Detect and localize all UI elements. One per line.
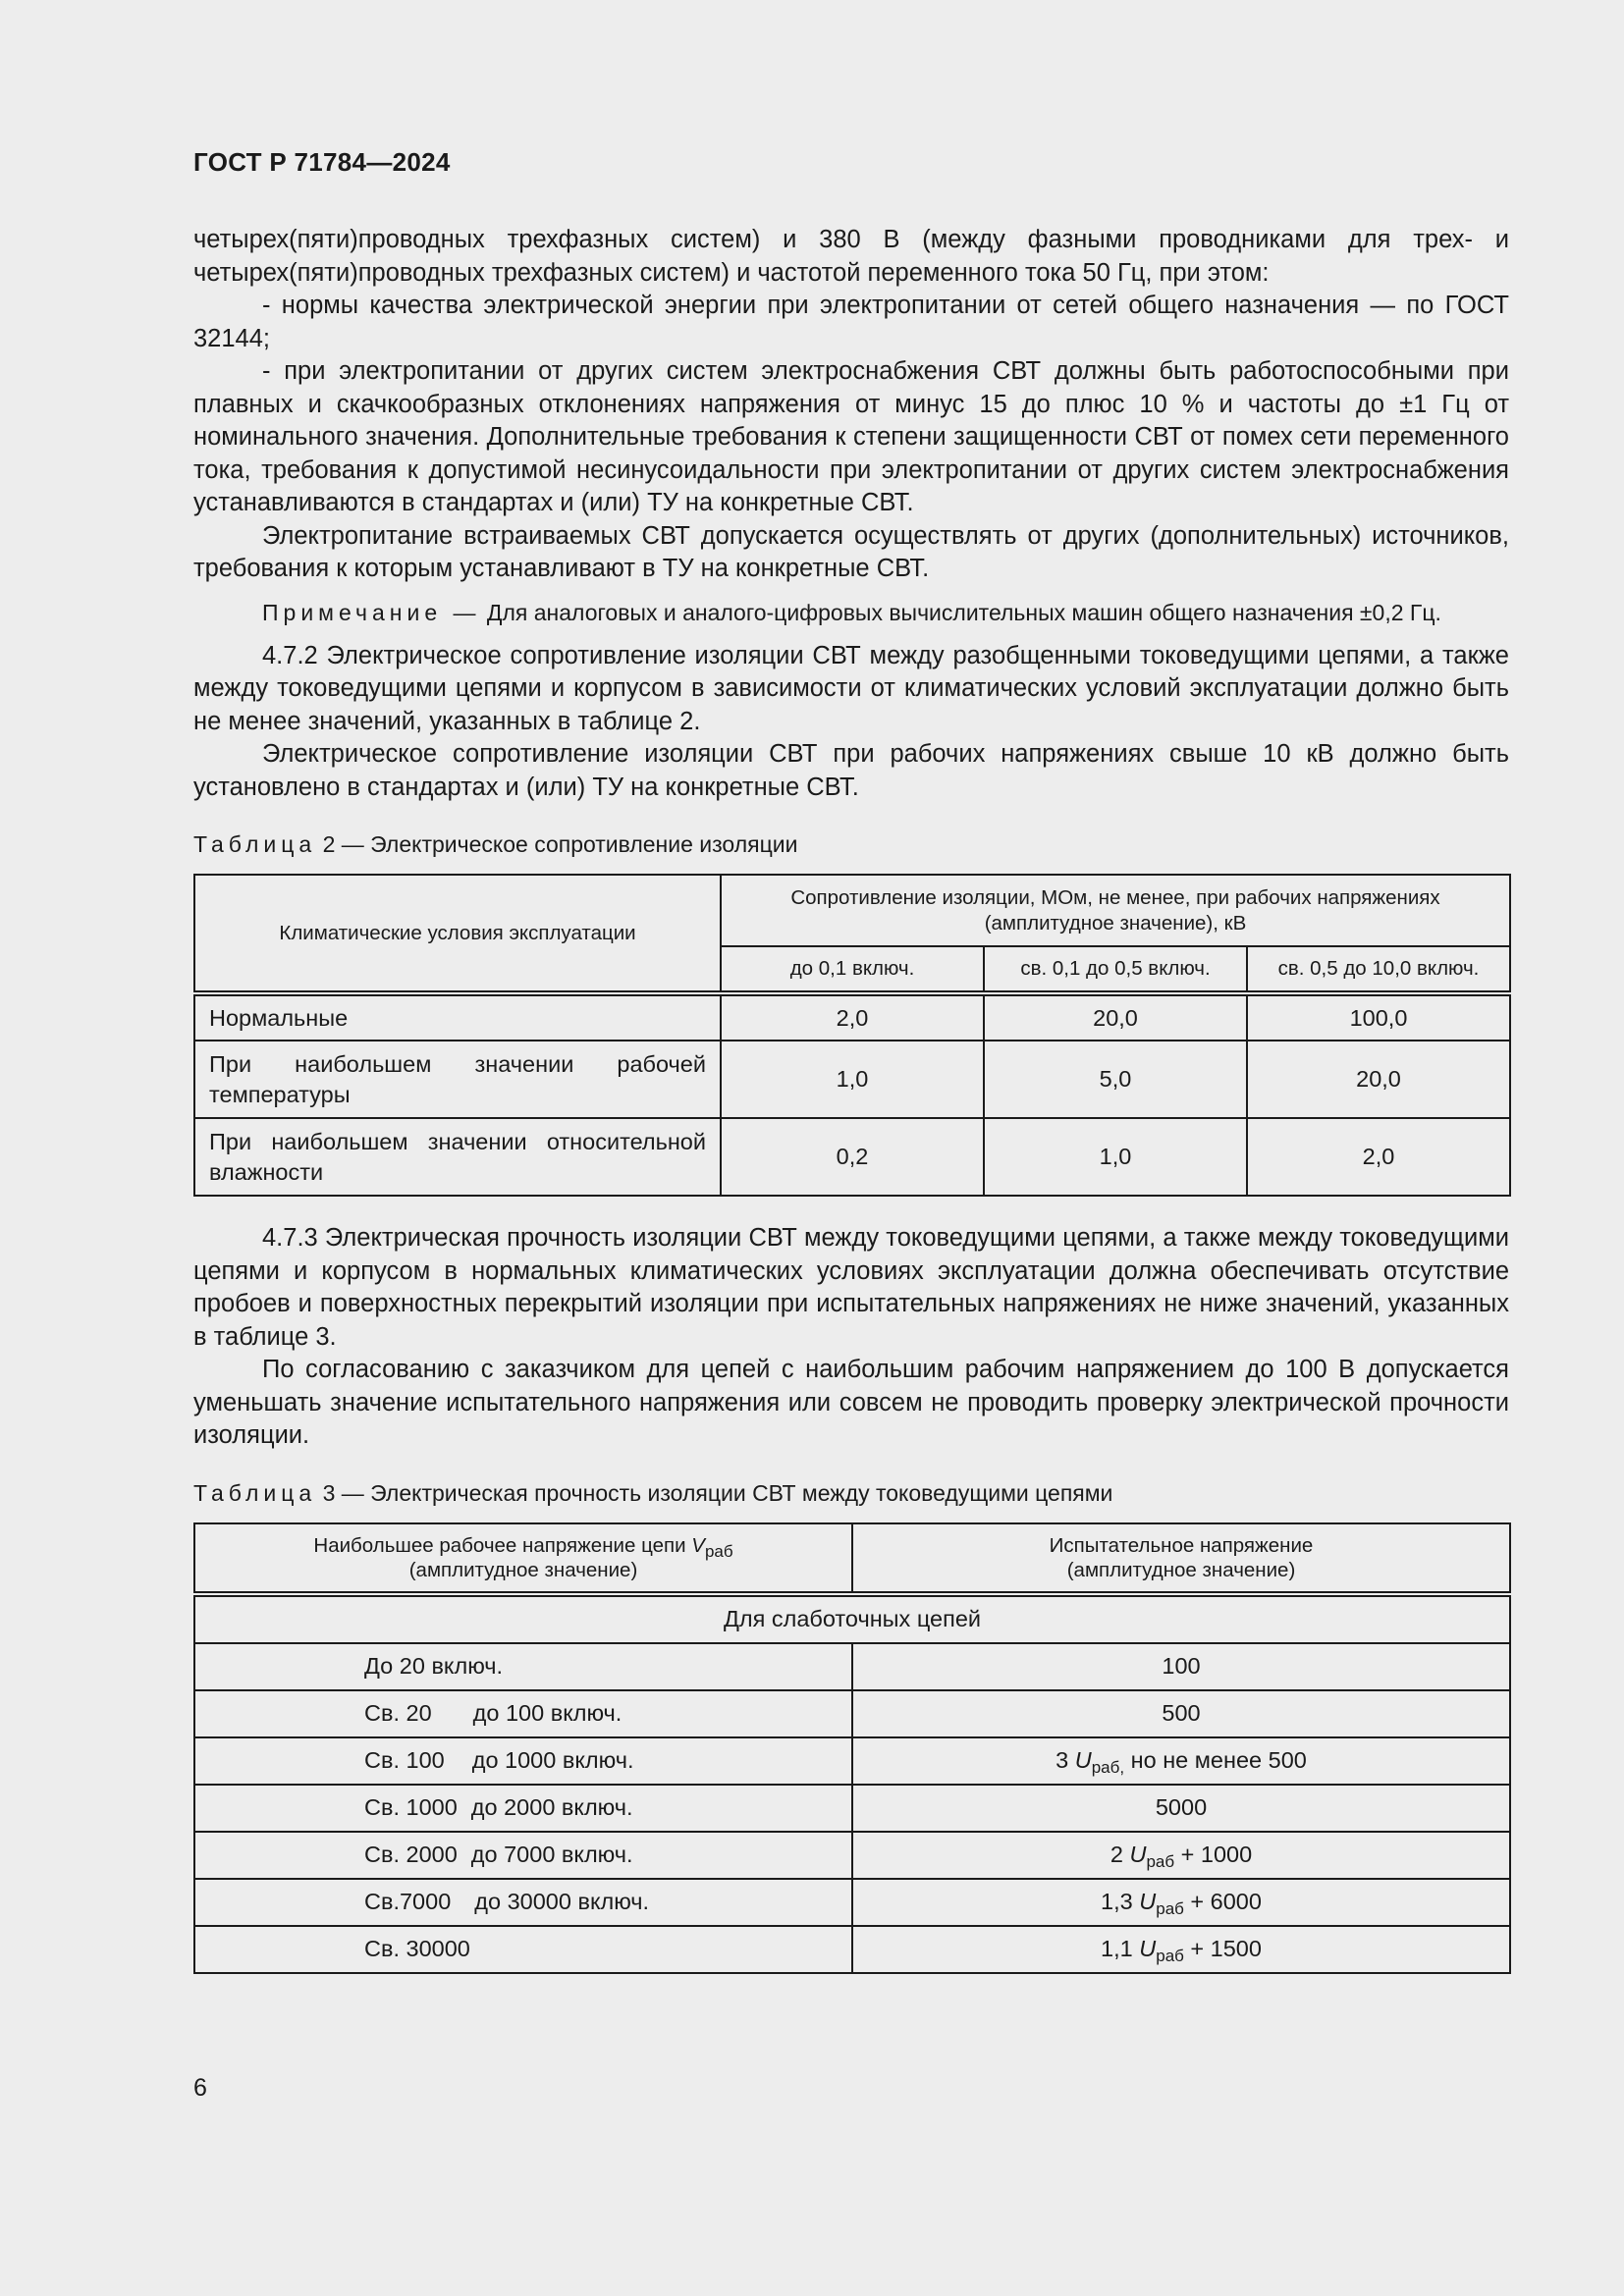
paragraph: четырех(пяти)проводных трехфазных систем) и 380 В (между фазными проводниками для трех- и четырех(пяти)проводных трехфазных систем) и частотой переменного тока 50 Гц, при этом:: [193, 226, 1509, 287]
table-row: [194, 1690, 1510, 1737]
page-number: 6: [193, 2074, 207, 2102]
table-header-cell: Климатические условия эксплуатации: [194, 875, 721, 993]
document-header-title: ГОСТ Р 71784—2024: [193, 147, 451, 177]
document-body: [193, 224, 1509, 1974]
table-cell: 0,2: [721, 1118, 984, 1196]
table-row: [194, 993, 1510, 1041]
table-cell: 500: [852, 1690, 1510, 1737]
table-header-cell: Испытательное напряжение (амплитудное значение): [852, 1523, 1510, 1594]
table-cell: Св. 100 до 1000 включ.: [194, 1737, 852, 1785]
table-subheader-cell: св. 0,5 до 10,0 включ.: [1247, 946, 1510, 993]
table-cell: 5,0: [984, 1041, 1247, 1118]
table-cell: 5000: [852, 1785, 1510, 1832]
table-caption-text: 3 — Электрическая прочность изоляции СВТ между токоведущими цепями: [322, 1479, 1113, 1506]
table-cell: Нормальные: [194, 993, 721, 1041]
section-4-7-2: 4.7.2 Электрическое сопротивление изоляции СВТ между разобщенными токоведущими цепями, а также между токоведущими цепями и корпусом в зависимости от климатических условий эксплуатации должно быть не менее значений, указанных в таблице 2.: [193, 641, 1509, 735]
table-row: [194, 1832, 1510, 1879]
section-4-7-3: 4.7.3 Электрическая прочность изоляции СВТ между токоведущими цепями, а также между токоведущими цепями и корпусом в нормальных климатических условиях эксплуатации должна обеспечивать отсутствие пробоев и поверхностных перекрытий изоляции при испытательных напряжениях не ниже значений, указанных в таблице 3.: [193, 1224, 1509, 1351]
table-header-cell: Сопротивление изоляции, МОм, не менее, при рабочих напряжениях (амплитудное значение), кВ: [721, 875, 1510, 946]
table-row: [194, 1643, 1510, 1690]
table-subheader-cell: до 0,1 включ.: [721, 946, 984, 993]
table-cell: При наибольшем значении рабочей температуры: [194, 1041, 721, 1118]
table-cell: Св.7000 до 30000 включ.: [194, 1879, 852, 1926]
table-caption-label: Таблица: [193, 831, 317, 857]
table-group-cell: Для слаботочных цепей: [194, 1594, 1510, 1643]
table-3: [193, 1522, 1511, 1974]
table-row: [194, 1785, 1510, 1832]
table-cell: 1,3 $U_{раб} + 6000$: [852, 1879, 1510, 1926]
note: [193, 598, 1509, 628]
table-caption-label: Таблица: [193, 1479, 317, 1506]
table-cell: Св. 1000 до 2000 включ.: [194, 1785, 852, 1832]
paragraph: Электрическое сопротивление изоляции СВТ при рабочих напряжениях свыше 10 кВ должно быть установлено в стандартах и (или) ТУ на конкретные СВТ.: [193, 740, 1509, 801]
table-caption-text: 2 — Электрическое сопротивление изоляции: [322, 831, 798, 857]
table-cell: 20,0: [984, 993, 1247, 1041]
table-cell: 1,0: [984, 1118, 1247, 1196]
table-row: [194, 1926, 1510, 1973]
table-row: [194, 1118, 1510, 1196]
table-group-row: [194, 1594, 1510, 1643]
note-text: Для аналоговых и аналого-цифровых вычислительных машин общего назначения ±0,2 Гц.: [486, 599, 1441, 625]
note-label: Примечание —: [262, 599, 481, 625]
table-cell: При наибольшем значении относительной влажности: [194, 1118, 721, 1196]
table-cell: Св. 2000 до 7000 включ.: [194, 1832, 852, 1879]
table-2: [193, 874, 1511, 1197]
table-cell: Св. 20 до 100 включ.: [194, 1690, 852, 1737]
paragraph: По согласованию с заказчиком для цепей с наибольшим рабочим напряжением до 100 В допускается уменьшать значение испытательного напряжения или совсем не проводить проверку электрической прочности изоляции.: [193, 1356, 1509, 1449]
table-subheader-cell: св. 0,1 до 0,5 включ.: [984, 946, 1247, 993]
table-cell: Св. 30000: [194, 1926, 852, 1973]
table-cell: 2,0: [1247, 1118, 1510, 1196]
table-2-caption: [193, 829, 1509, 860]
table-cell: До 20 включ.: [194, 1643, 852, 1690]
table-cell: 1,0: [721, 1041, 984, 1118]
table-cell: 20,0: [1247, 1041, 1510, 1118]
table-row: [194, 1737, 1510, 1785]
table-cell: 100,0: [1247, 993, 1510, 1041]
table-row: [194, 1879, 1510, 1926]
table-cell: 2,0: [721, 993, 984, 1041]
table-cell: 2 $U_{раб} + 1000$: [852, 1832, 1510, 1879]
paragraph-list-item: - при электропитании от других систем электроснабжения СВТ должны быть работоспособными при плавных и скачкообразных отклонениях напряжения от минус 15 до плюс 10 % и частоты до ±1 Гц от номинального значения. Дополнительные требования к степени защищенности СВТ от помех сети переменного тока, требования к допустимой несинусоидальности при электропитании от других систем электроснабжения устанавливаются в стандартах и (или) ТУ на конкретные СВТ.: [193, 357, 1509, 516]
table-header-cell: Наибольшее рабочее напряжение цепи $V_{раб}$ (амплитудное значение): [194, 1523, 852, 1594]
table-cell: 1,1 $U_{раб} + 1500$: [852, 1926, 1510, 1973]
table-cell: 3 $U_{раб,}$ но не менее 500: [852, 1737, 1510, 1785]
table-cell: 100: [852, 1643, 1510, 1690]
paragraph-list-item: - нормы качества электрической энергии при электропитании от сетей общего назначения — по ГОСТ 32144;: [193, 292, 1509, 352]
table-row: [194, 1041, 1510, 1118]
paragraph: Электропитание встраиваемых СВТ допускается осуществлять от других (дополнительных) источников, требования к которым устанавливают в ТУ на конкретные СВТ.: [193, 521, 1509, 582]
table-3-caption: [193, 1478, 1509, 1509]
